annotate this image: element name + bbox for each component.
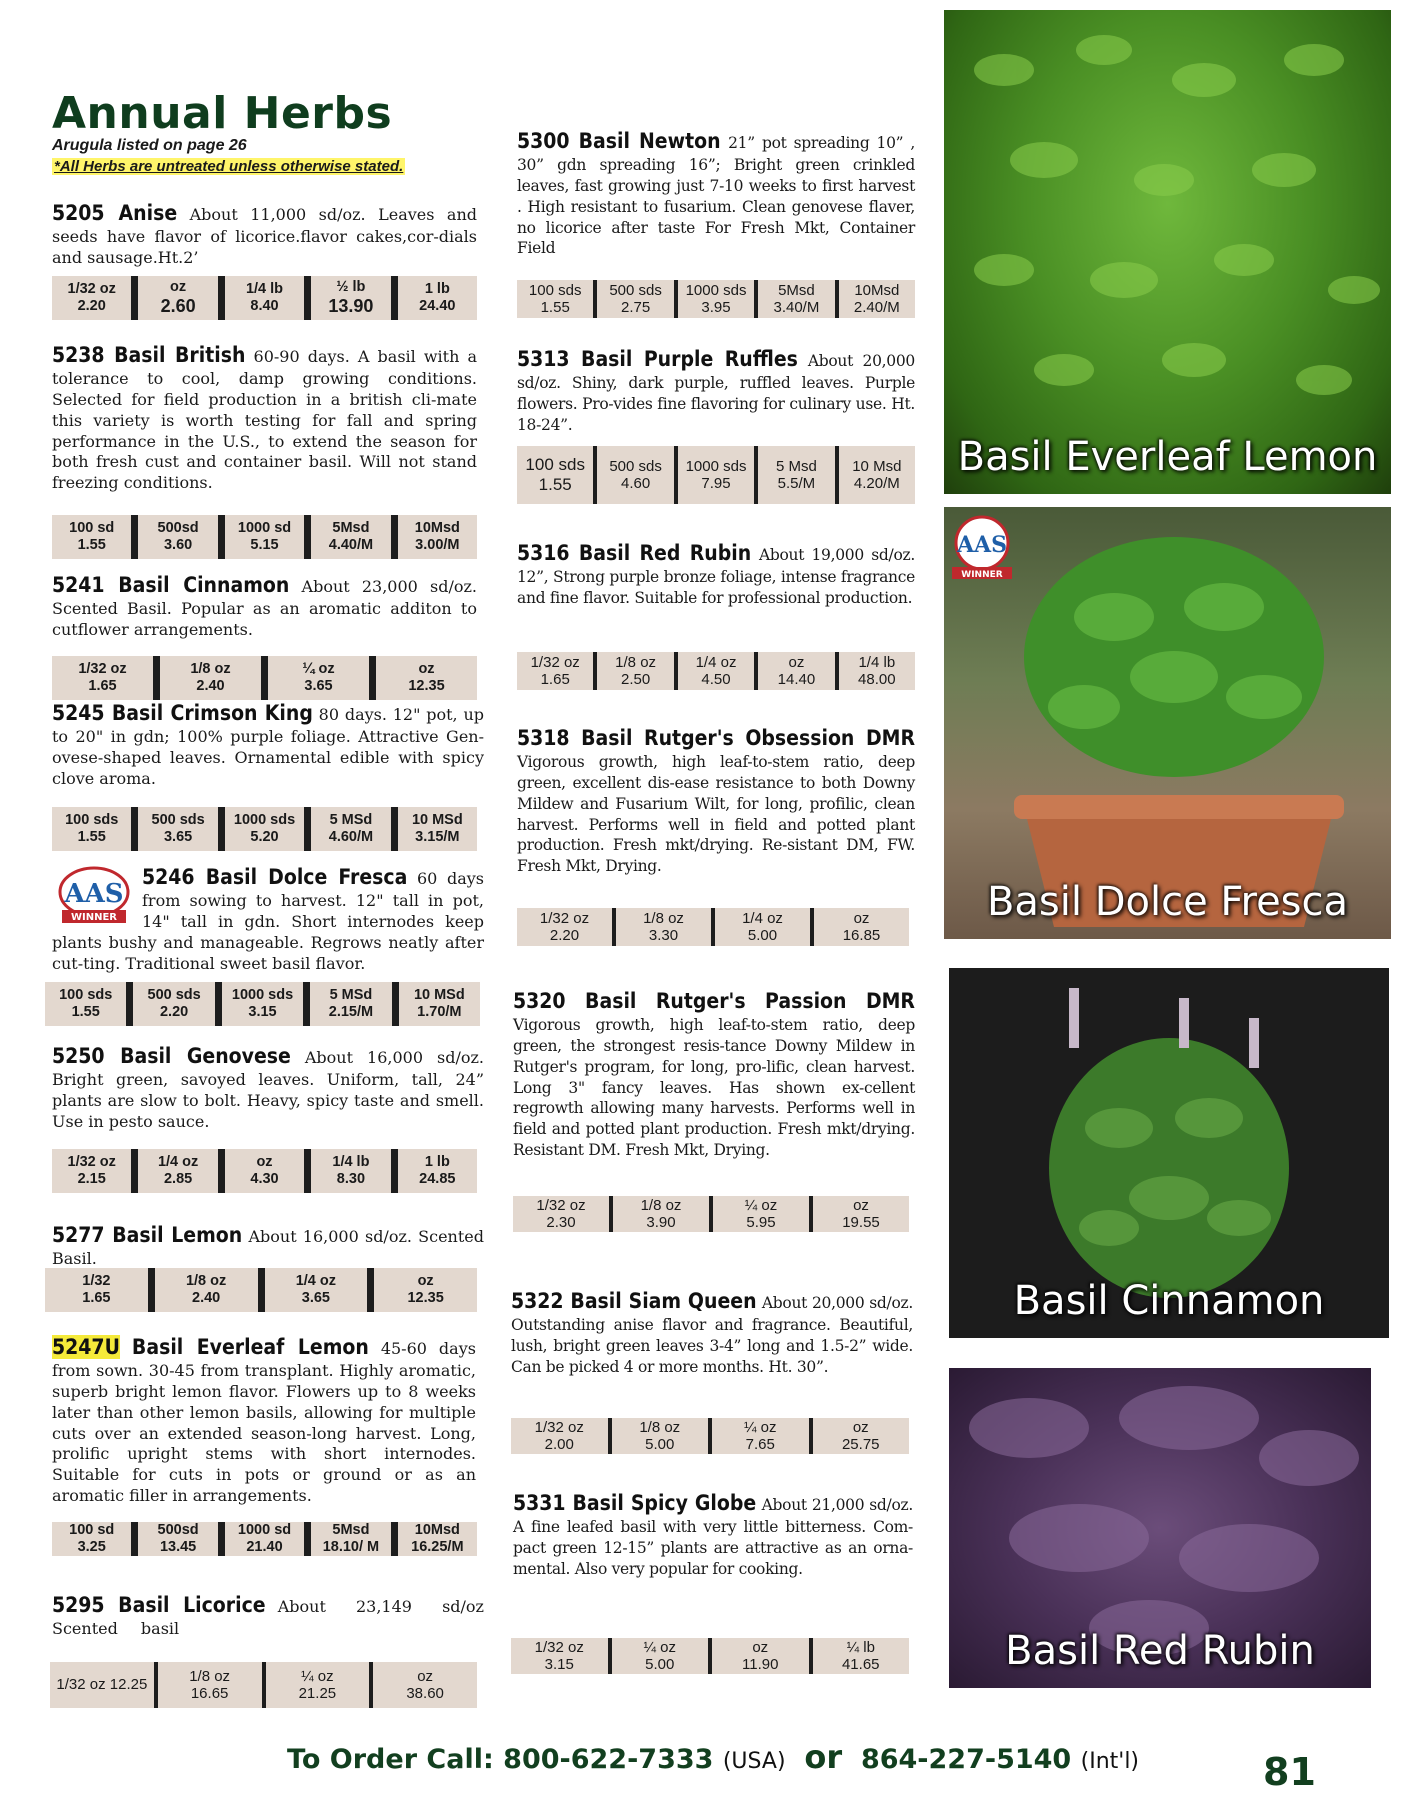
price-cell: 100 sds 1.55 [45,982,133,1026]
entry-title: 5205 Anise [52,201,178,225]
price-cell: oz 11.90 [712,1638,813,1674]
entry-desc: About 16,000 sd/oz. Scented Basil. [52,1227,485,1269]
photo-basil-everleaf-lemon [944,10,1391,494]
price-cell: 1/8 oz 3.90 [613,1196,713,1232]
entry-title: Basil Everleaf Lemon [131,1335,369,1359]
price-table [50,1662,477,1708]
price-cell: 1/8 oz 2.50 [597,652,677,690]
photo-label: Basil Everleaf Lemon [957,434,1378,480]
entry-5322 [511,1288,913,1378]
price-table [52,656,477,700]
entry-desc: About 23,000 sd/oz. Scented Basil. Popular as an aromatic additon to cutflower arrangements. [52,577,477,640]
price-cell: 1/32 oz 2.20 [52,276,138,320]
price-table [511,1638,909,1674]
photo-label: Basil Red Rubin [1005,1628,1315,1674]
price-cell: 1/32 1.65 [45,1268,155,1312]
entry-desc: 21” pot spreading 10” , 30” gdn spreading 16”; Bright green crinkled leaves, fast growing just 7-10 weeks to first harvest . High resistant to fusarium. Clean genovese flaver, no licorice after taste For Fresh Mkt, Container Field [517,134,916,258]
price-cell: 5 MSd 2.15/M [310,982,398,1026]
phone-intl[interactable]: 864-227-5140 [860,1744,1072,1775]
price-cell: 5 MSd 4.60/M [311,807,397,851]
order-lead: To Order Call: [287,1744,494,1775]
price-cell: 1/32 oz 2.20 [517,908,616,946]
price-cell: 1/32 oz 2.30 [513,1196,613,1232]
price-cell: 5Msd 4.40/M [311,515,397,559]
price-cell: 10Msd 3.00/M [414,520,460,553]
price-cell: ¼ oz 7.65 [712,1418,813,1454]
price-cell: 1/4 oz 5.00 [715,908,814,946]
svg-text:AAS: AAS [956,532,1008,558]
price-cell: 1/32 oz 2.15 [52,1149,138,1193]
entry-5318 [517,725,915,877]
photo-basil-cinnamon [949,968,1389,1338]
price-cell: 100 sd 3.25 [52,1522,138,1556]
entry-5245 [52,700,484,790]
svg-text:WINNER: WINNER [70,912,118,923]
entry-5250 [52,1043,484,1133]
entry-5205 [52,200,477,269]
page-number: 81 [1263,1750,1316,1794]
entry-desc: 45-60 days from sown. 30-45 from transplant. Highly aromatic, superb bright lemon flavor. Flowers up to 8 weeks later than other lemon basils, allowing for multiple cuts over an extended season-long harvest. Long, prolific upright stems with short internodes. Suitable for cuts in pots or ground or as an aromatic filler in arrangements. [52,1339,476,1506]
item-number-highlight: 5247U [52,1335,120,1359]
price-cell: 1/32 oz 3.15 [511,1638,612,1674]
price-cell: 1 lb 24.85 [419,1154,456,1187]
entry-desc: Vigorous growth, high leaf-to-stem ratio, deep green, excellent dis-ease resistance to both Downy Mildew and Fusarium Wilt, for long, profilic, clean harvest. Performs well in field and potted plant production. Fresh mkt/drying. Re-sistant DM, FW. Fresh Mkt, Drying. [517,753,915,876]
entry-title: 5313 Basil Purple Ruffles [517,347,798,371]
entry-desc: 60-90 days. A basil with a tolerance to cool, damp growing conditions. Selected for field production in a british cli-mate this variety is worth testing for fall and spring performance in the U.S., to extend the season for both fresh cust and container basil. Will not stand freezing conditions. [52,347,477,493]
entry-desc: Vigorous growth, high leaf-to-stem ratio, deep green, the strongest resis-tance Downy Mildew in Rutger's program, for long, pro-lific, clean harvest. Long 3" fancy leaves. Has shown ex-cellent regrowth allowing many harvests. Performs well in field and potted plant production. Fresh mkt/drying. Resistant DM. Fresh Mkt, Drying. [513,1016,915,1160]
photo-basil-red-rubin [949,1368,1371,1688]
price-cell: 1/4 oz 4.50 [678,652,758,690]
price-cell: 100 sds 1.55 [517,280,597,318]
price-cell: 5 Msd 5.5/M [758,446,838,504]
price-cell: 10 Msd 4.20/M [852,457,902,492]
price-table [513,1196,909,1232]
entry-title: 5300 Basil Newton [517,129,721,153]
price-cell: 1/8 oz 2.40 [160,656,268,700]
price-table [52,276,477,320]
price-cell: 500 sds 2.20 [133,982,221,1026]
arugula-note: Arugula listed on page 26 [52,137,247,154]
entry-title: 5318 Basil Rutger's Obsession DMR [517,726,915,750]
entry-title: 5245 Basil Crimson King [52,701,313,725]
price-cell: ¼ oz 5.95 [713,1196,813,1232]
price-cell: 1/4 lb 8.30 [311,1149,397,1193]
price-cell: 5Msd 3.40/M [758,280,838,318]
price-cell: ¼ oz 5.00 [612,1638,713,1674]
price-table [45,982,480,1026]
entry-desc: 80 days. 12" pot, up to 20" in gdn; 100% purple foliage. Attractive Gen-ovese-shaped leaves. Ornamental edible with spicy clove aroma. [52,705,484,788]
price-cell: oz 2.60 [138,276,224,320]
price-cell: 1 lb 24.40 [419,281,456,314]
price-cell: oz 38.60 [406,1667,444,1702]
price-cell: 1/4 lb 8.40 [225,276,311,320]
page-title: Annual Herbs [52,88,393,139]
entry-5246 [52,864,484,974]
price-cell: 1/4 oz 2.85 [138,1149,224,1193]
price-cell: 10 MSd 1.70/M [413,987,465,1020]
price-table [52,1522,477,1556]
price-cell: oz 19.55 [842,1196,880,1231]
price-cell: 1000 sd 5.15 [225,515,311,559]
price-cell: 1000 sds 3.95 [678,280,758,318]
price-cell: 500 sds 3.65 [138,807,224,851]
entry-5316 [517,540,915,609]
price-table [511,1418,909,1454]
price-table [517,446,915,504]
price-cell: 1/32 oz 1.65 [52,656,160,700]
entry-title: 5295 Basil Licorice [52,1593,266,1617]
price-cell: ¼ lb 41.65 [841,1638,880,1673]
entry-desc: About 19,000 sd/oz. 12”, Strong purple bronze foliage, intense fragrance and fine flavor. Suitable for professional production. [517,546,915,608]
entry-title: 5320 Basil Rutger's Passion DMR [513,989,915,1013]
entry-5277 [52,1222,484,1270]
entry-title: 5241 Basil Cinnamon [52,573,290,597]
price-cell: 1/8 oz 2.40 [155,1268,265,1312]
entry-5331 [513,1490,913,1580]
price-cell: 1/8 oz 5.00 [612,1418,713,1454]
price-cell: oz 4.30 [225,1149,311,1193]
entry-desc: About 21,000 sd/oz. A fine leafed basil with very little bitterness. Com-pact green 12-15” plants are attractive as an orna-mental. Also very popular for cooking. [513,1496,913,1578]
price-cell: 10Msd 16.25/M [411,1522,464,1555]
price-cell: 500 sds 2.75 [597,280,677,318]
entry-title: 5238 Basil British [52,343,246,367]
leaf-texture [944,10,1391,494]
price-table [52,1149,477,1193]
price-cell: 10 MSd 3.15/M [411,812,463,845]
price-cell: ¼ oz 3.65 [268,656,376,700]
price-table [517,652,915,690]
entry-5247U [52,1334,476,1507]
entry-desc: 60 days from sowing to harvest. 12" tall in pot, 14" tall in gdn. Short internodes keep plants bushy and manageable. Regrows neatly after cut-ting. Traditional sweet basil flavor. [52,869,484,973]
price-cell: ½ lb 13.90 [311,276,397,320]
price-cell: oz 25.75 [841,1418,880,1453]
price-cell: 10Msd 2.40/M [853,281,900,316]
price-cell: oz 14.40 [758,652,838,690]
price-table [45,1268,477,1312]
price-cell: 5Msd 18.10/ M [311,1522,397,1556]
photo-label: Basil Cinnamon [1013,1278,1325,1324]
price-cell: oz 12.35 [408,661,445,694]
entry-title: 5246 Basil Dolce Fresca [142,865,408,889]
entry-desc: About 20,000 sd/oz. Outstanding anise flavor and fragrance. Beautiful, lush, bright green leaves 3-4” long and 1.5-2” wide. Can be picked 4 or more months. Ht. 30”. [511,1294,913,1376]
price-cell: 500sd 3.60 [138,515,224,559]
entry-5238 [52,342,477,494]
price-cell: 100 sd 1.55 [52,515,138,559]
price-cell: 1000 sds 5.20 [225,807,311,851]
price-cell: 1000 sd 21.40 [225,1522,311,1556]
entry-5313 [517,346,915,436]
price-cell: 1/4 oz 3.65 [265,1268,375,1312]
entry-5320 [513,988,915,1161]
price-cell: 100 sds 1.55 [52,807,138,851]
price-cell: oz 16.85 [842,909,881,944]
price-cell: ¼ oz 21.25 [266,1662,374,1708]
photo-label: Basil Dolce Fresca [986,879,1349,925]
price-cell: 1/32 oz 12.25 [50,1662,158,1708]
entry-5241 [52,572,477,641]
order-footer [287,1738,1139,1776]
phone-usa[interactable]: 800-622-7333 [503,1744,714,1775]
price-table [517,908,909,946]
entry-desc: About 20,000 sd/oz. Shiny, dark purple, ruffled leaves. Purple flowers. Pro-vides fine flavoring for culinary use. Ht. 18-24”. [517,352,915,434]
aas-winner-badge-icon [944,515,1020,581]
region-intl: (Int'l) [1080,1749,1140,1774]
entry-desc: About 11,000 sd/oz. Leaves and seeds have flavor of licorice.flavor cakes,cor-dials and sausage.Ht.2’ [52,205,477,268]
entry-5295 [52,1592,484,1640]
aas-winner-icon [52,866,136,924]
svg-text:WINNER: WINNER [961,570,1003,580]
price-table [517,280,915,318]
svg-text:AAS: AAS [64,879,124,909]
price-table [52,807,477,851]
price-cell: 500sd 13.45 [138,1522,224,1556]
untreated-note: *All Herbs are untreated unless otherwise stated. [54,158,404,175]
price-cell: 1/32 oz 2.00 [511,1418,612,1454]
entry-title: 5250 Basil Genovese [52,1044,291,1068]
entry-title: 5277 Basil Lemon [52,1223,243,1247]
price-cell: 1/8 oz 3.30 [616,908,715,946]
price-cell: 100 sds 1.55 [517,446,597,504]
photo-basil-dolce-fresca [944,507,1391,939]
entry-title: 5331 Basil Spicy Globe [513,1491,757,1515]
entry-title: 5316 Basil Red Rubin [517,541,752,565]
price-cell: 500 sds 4.60 [597,446,677,504]
price-cell: 1/8 oz 16.65 [158,1662,266,1708]
or-text: or [804,1738,843,1776]
price-cell: 1/32 oz 1.65 [517,652,597,690]
entry-desc: About 23,149 sd/oz Scented basil [52,1597,484,1639]
entry-5300 [517,128,915,259]
entry-desc: About 16,000 sd/oz. Bright green, savoyed leaves. Uniform, tall, 24” plants are slow to bolt. Heavy, spicy taste and smell. Use in pesto sauce. [52,1048,485,1131]
price-cell: 1/4 lb 48.00 [858,653,896,688]
price-cell: 1000 sds 3.15 [222,982,310,1026]
price-cell: oz 12.35 [407,1273,444,1306]
region-usa: (USA) [722,1749,786,1774]
price-cell: 1000 sds 7.95 [678,446,758,504]
entry-title: 5322 Basil Siam Queen [511,1289,757,1313]
price-table [52,515,477,559]
